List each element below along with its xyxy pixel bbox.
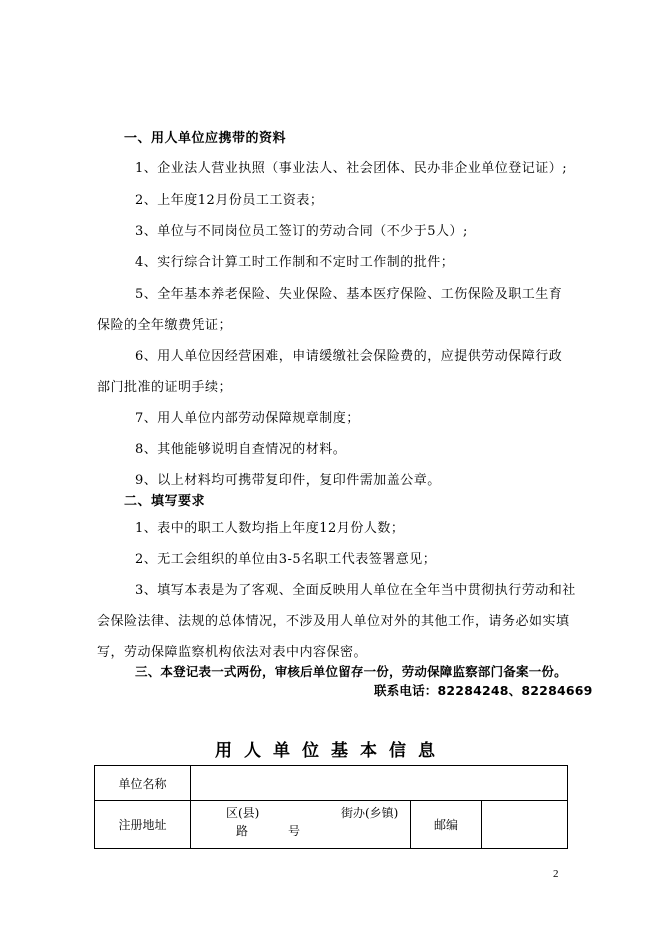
- section1-item-5-cont: 保险的全年缴费凭证；: [97, 318, 233, 333]
- section1-item-2: 2、上年度12月份员工工资表；: [135, 193, 324, 208]
- postcode-field[interactable]: [482, 801, 568, 849]
- unit-name-field[interactable]: [191, 766, 568, 801]
- address-number: 号: [288, 824, 301, 838]
- contact-phone: 联系电话：82284248、82284669: [374, 683, 593, 698]
- section2-item-2: 2、无工会组织的单位由3-5名职工代表签署意见；: [135, 552, 437, 567]
- section2-item-3-cont2: 写，劳动保障监察机构依法对表中内容保密。: [97, 645, 368, 660]
- section1-item-4: 4、实行综合计算工时工作制和不定时工作制的批件；: [135, 255, 455, 270]
- section1-item-3: 3、单位与不同岗位员工签订的劳动合同（不少于5人）;: [135, 224, 468, 239]
- address-field[interactable]: [191, 801, 411, 849]
- section1-heading: 一、用人单位应携带的资料: [124, 131, 287, 146]
- table-title: 用人单位基本信息: [215, 741, 447, 761]
- postcode-label: 邮编: [411, 801, 482, 849]
- section2-heading: 二、填写要求: [124, 494, 206, 509]
- section1-item-6-cont: 部门批准的证明手续；: [97, 380, 233, 395]
- section1-item-1: 1、企业法人营业执照（事业法人、社会团体、民办非企业单位登记证）;: [135, 161, 568, 176]
- table-row: [95, 766, 568, 801]
- section1-item-7: 7、用人单位内部劳动保障规章制度；: [135, 411, 360, 426]
- section3-heading: 三、本登记表一式两份，审核后单位留存一份，劳动保障监察部门备案一份。: [135, 664, 567, 679]
- unit-name-label: 单位名称: [95, 766, 191, 801]
- address-label: 注册地址: [95, 801, 191, 849]
- section1-item-9: 9、以上材料均可携带复印件，复印件需加盖公章。: [135, 473, 441, 488]
- section1-item-8: 8、其他能够说明自查情况的材料。: [135, 442, 347, 457]
- section2-item-3: 3、填写本表是为了客观、全面反映用人单位在全年当中贯彻执行劳动和社: [135, 583, 576, 598]
- address-street: 街办(乡镇): [341, 806, 399, 820]
- section1-item-5: 5、全年基本养老保险、失业保险、基本医疗保险、工伤保险及职工生育: [135, 287, 563, 302]
- section2-item-3-cont1: 会保险法律、法规的总体情况，不涉及用人单位对外的其他工作，请务必如实填: [97, 614, 570, 629]
- page-number: 2: [553, 868, 559, 880]
- address-road: 路: [236, 824, 249, 838]
- basic-info-table: [94, 765, 568, 849]
- section1-item-6: 6、用人单位因经营困难，申请缓缴社会保险费的，应提供劳动保障行政: [135, 349, 563, 364]
- address-district: 区(县): [226, 806, 260, 820]
- table-row: [95, 801, 568, 849]
- section2-item-1: 1、表中的职工人数均指上年度12月份人数；: [135, 521, 405, 536]
